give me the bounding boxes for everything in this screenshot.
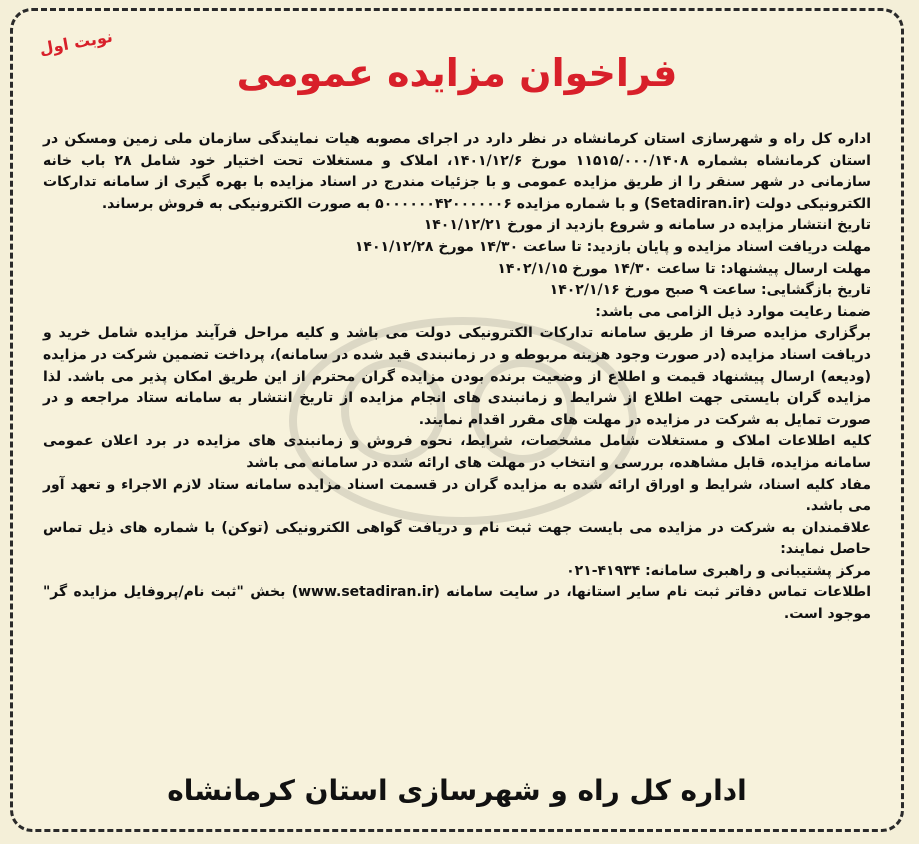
requirements-heading: ضمنا رعایت موارد ذیل الزامی می باشد: [595,303,871,320]
publish-date-line: تاریخ انتشار مزایده در سامانه و شروع بازدید از مورخ ۱۴۰۱/۱۲/۲۱ [423,217,871,234]
document-deadline-line: مهلت دریافت اسناد مزایده و پایان بازدید: تا ساعت ۱۴/۳۰ مورخ ۱۴۰۱/۱۲/۲۸ [354,238,871,255]
support-center-line: مرکز پشتیبانی و راهبری سامانه: ۴۱۹۳۴-۰۲۱ [566,562,871,579]
registration-paragraph: علاقمندان به شرکت در مزایده می بایست جهت ثبت نام و دریافت گواهی الکترونیکی (توکن) با شماره های ذیل تماس حاصل نمایند: [43,519,871,558]
notice-title: فراخوان مزایده عمومی [236,51,678,95]
electronic-process-paragraph: برگزاری مزایده صرفا از طریق سامانه تدارکات الکترونیکی دولت می باشد و کلیه مراحل فرآیند مزایده شامل خرید و دریافت اسناد مزایده (در صورت وجود هزینه مربوطه و در زمانبندی قید شده در سامانه)، پرداخت تضمین شرکت در مزایده (ودیعه) ارسال پیشنهاد قیمت و اطلاع از وضعیت برنده بودن مزایده گران محترم از این طریق امکان پذیر می باشد. لذا مزایده گران بایستی جهت اطلاع از شرایط و زمانبندی های انجام مزایده از تاریخ انتشار به سامانه ستاد مراجعه و در صورت تمایل به شرکت در مزایده در مهلت های مقرر اقدام نمایند. [43,325,871,428]
notice-frame [10,8,904,832]
notice-body [43,129,871,626]
offer-deadline-line: مهلت ارسال پیشنهاد: تا ساعت ۱۴/۳۰ مورخ ۱۴۰۲/۱/۱۵ [497,260,871,277]
round-badge: نوبت اول [37,26,114,59]
intro-paragraph: اداره کل راه و شهرسازی استان کرمانشاه در نظر دارد در اجرای مصوبه هیات نمایندگی سازمان ملی زمین ومسکن در استان کرمانشاه بشماره ۱۱۵۱۵/۰۰۰/۱۴۰۸ مورخ ۱۴۰۱/۱۲/۶، املاک و مستغلات تحت اختیار خود شامل ۲۸ باب خانه سازمانی در شهر سنقر را از طریق مزایده عمومی و با جزئیات مندرج در اسناد مزایده با بهره گیری از سامانه تدارکات الکترونیکی دولت (Setadiran.ir) و با شماره مزایده ۵۰۰۰۰۰۰۴۲۰۰۰۰۰۰۶ به صورت الکترونیکی به فروش برساند. [43,131,871,212]
offices-contact-paragraph: اطلاعات تماس دفاتر ثبت نام سایر استانها، در سایت سامانه (www.setadiran.ir) بخش "ثبت نام/پروفایل مزایده گر" موجود است. [43,584,871,623]
issuer-signature: اداره کل راه و شهرسازی استان کرمانشاه [167,774,747,807]
documents-binding-paragraph: مفاد کلیه اسناد، شرایط و اوراق ارائه شده به مزایده گران در قسمت اسناد مزایده سامانه ستاد لازم الاجراء و تعهد آور می باشد. [43,476,871,515]
property-info-paragraph: کلیه اطلاعات املاک و مستغلات شامل مشخصات، شرایط، نحوه فروش و زمانبندی های مزایده در برد اعلان عمومی سامانه مزایده، قابل مشاهده، بررسی و انتخاب در مهلت های ارائه شده در سامانه می باشد [43,433,871,471]
opening-date-line: تاریخ بازگشایی: ساعت ۹ صبح مورخ ۱۴۰۲/۱/۱۶ [549,282,871,299]
